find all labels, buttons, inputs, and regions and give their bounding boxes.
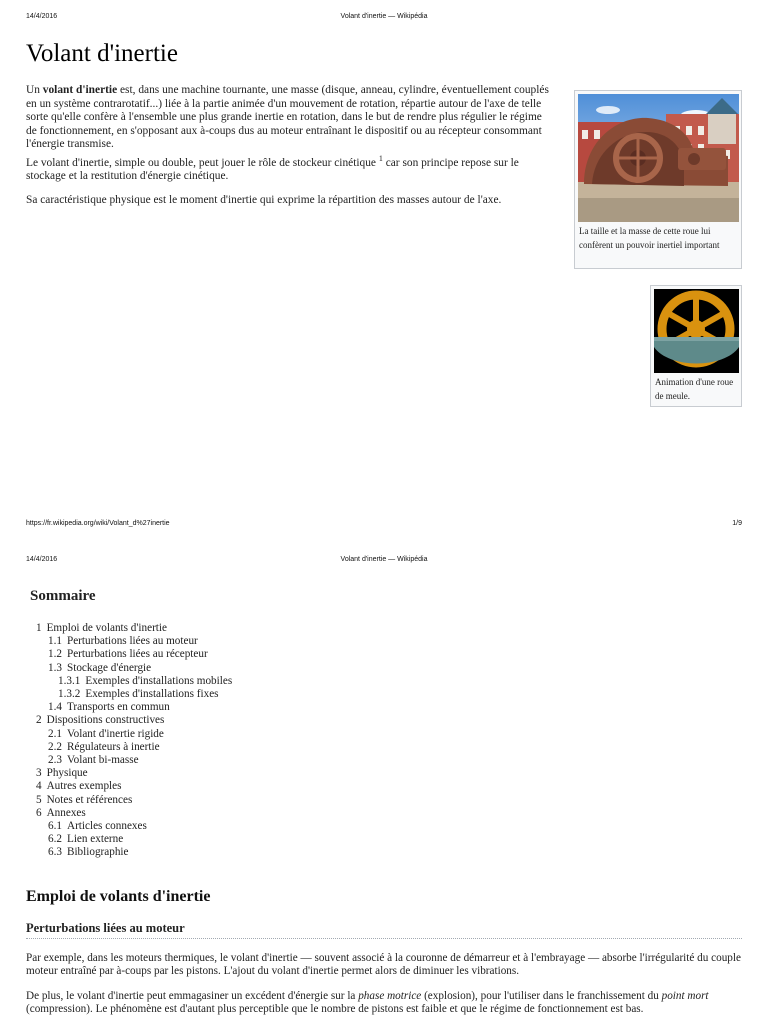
page-header-title: Volant d'inertie — Wikipédia: [340, 556, 428, 563]
page-header-title: Volant d'inertie — Wikipédia: [340, 13, 428, 20]
page-title: Volant d'inertie: [26, 40, 178, 67]
table-of-contents: [36, 622, 232, 860]
page-footer-url[interactable]: https://fr.wikipedia.org/wiki/Volant_d%27inertie: [26, 520, 170, 527]
toc-item[interactable]: 2.2 Régulateurs à inertie: [48, 740, 160, 753]
intro-paragraph-1: Un volant d'inertie est, dans une machine tournante, une masse (disque, anneau, cylindre, éventuellement couplés en un système contrarotatif...) liée à la partie animée d'un mouvement de rotation, répartie autour de l'axe de telle sorte qu'elle confère à l'ensemble une plus grande inertie en rotation, dans le but de rendre plus régulier le régime de fonctionnement, en s'opposant aux à-coups dus au moteur entraînant le dispositif ou au récepteur consommant l'énergie transmise. Le volant d'inertie, simple ou double, peut jouer le rôle de stockeur cinétique $^1$ car son principe repose sur le stockage et la restitution d'énergie cinétique.: [26, 84, 549, 183]
section-body: [26, 952, 742, 1028]
toc-item[interactable]: 1.2 Perturbations liées au récepteur: [48, 648, 208, 661]
page-footer-number: 1/9: [732, 520, 742, 527]
toc-item[interactable]: 6.2 Lien externe: [48, 833, 124, 846]
toc-item[interactable]: 1.4 Transports en commun: [48, 701, 170, 714]
figure-caption: La taille et la masse de cette roue lui confèrent un pouvoir inertiel important: [579, 226, 720, 250]
page-header-date: 14/4/2016: [26, 13, 58, 20]
figure-caption: Animation d'une roue de meule.: [655, 377, 734, 401]
toc-item[interactable]: 1.3 Stockage d'énergie: [48, 661, 152, 674]
toc-item[interactable]: 1.3.2 Exemples d'installations fixes: [58, 688, 219, 701]
section-heading: Emploi de volants d'inertie: [26, 888, 211, 905]
grinding-wheel-animation[interactable]: [654, 289, 739, 373]
toc-item[interactable]: 2.3 Volant bi-masse: [48, 754, 139, 767]
toc-item[interactable]: 1 Emploi de volants d'inertie: [36, 622, 167, 634]
page-header-date: 14/4/2016: [26, 556, 58, 563]
flywheel-photo[interactable]: [578, 94, 739, 222]
toc-item[interactable]: 6.1 Articles connexes: [48, 820, 147, 833]
intro-text: [26, 84, 550, 218]
figure-flywheel: [574, 90, 742, 269]
toc-item[interactable]: 6 Annexes: [36, 806, 86, 819]
toc-title: Sommaire: [30, 588, 96, 604]
toc-item[interactable]: 4 Autres exemples: [36, 780, 122, 793]
toc-item[interactable]: 5 Notes et références: [36, 793, 133, 806]
toc-item[interactable]: 2.1 Volant d'inertie rigide: [48, 727, 164, 740]
reference-1[interactable]: 1: [378, 153, 383, 163]
term-bold: volant d'inertie: [42, 84, 118, 96]
section-paragraph-1: Par exemple, dans les moteurs thermiques, le volant d'inertie — souvent associé à la couronne de démarreur et à l'embrayage — absorbe l'irrégularité du couple moteur entraîné par à-coups par les pistons. L'ajout du volant d'inertie permet alors de diminuer les vibrations.: [26, 952, 741, 978]
intro-paragraph-3: Sa caractéristique physique est le moment d'inertie qui exprime la répartition des masses autour de l'axe.: [26, 193, 502, 206]
toc-item[interactable]: 1.3.1 Exemples d'installations mobiles: [58, 674, 233, 687]
toc-item[interactable]: 6.3 Bibliographie: [48, 846, 129, 859]
figure-grinding-wheel: [650, 285, 742, 407]
toc-item[interactable]: 3 Physique: [36, 767, 88, 780]
toc-item[interactable]: 2 Dispositions constructives: [36, 714, 165, 727]
section-paragraph-2: De plus, le volant d'inertie peut emmagasiner un excédent d'énergie sur la phase motrice (explosion), pour l'utiliser dans le franchissement du point mort (compression). Le phénomène est d'autant plus perceptible que le nombre de pistons est faible et que le régime de fonctionnement est bas.: [26, 989, 709, 1016]
toc-item[interactable]: 1.1 Perturbations liées au moteur: [48, 635, 198, 648]
subsection-heading: Perturbations liées au moteur: [26, 921, 742, 939]
